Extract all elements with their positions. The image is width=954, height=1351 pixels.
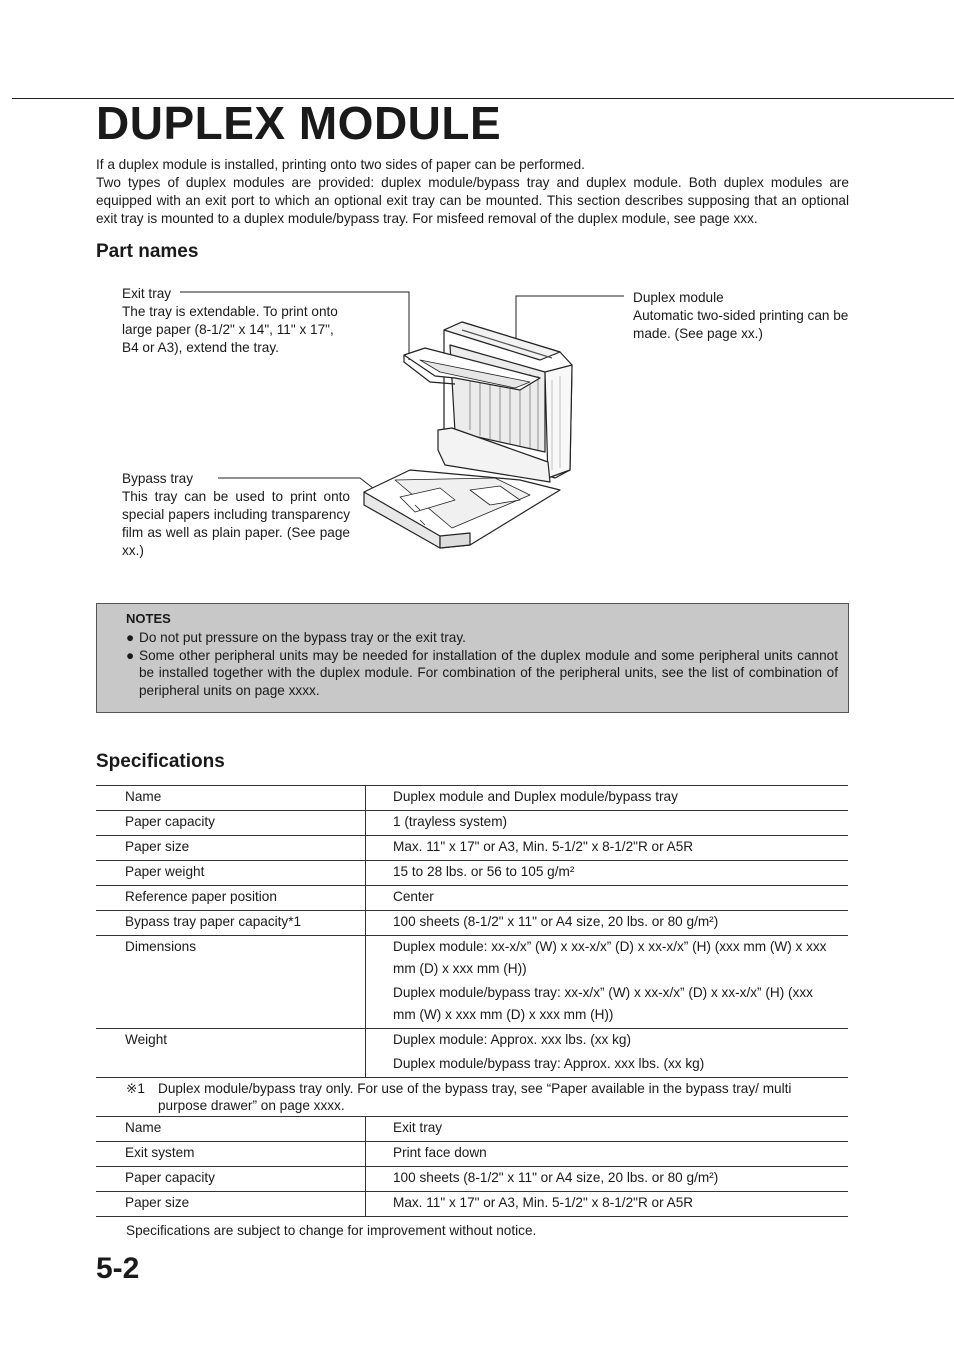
footnote-text: Duplex module/bypass tray only. For use of the bypass tray, see “Paper available in the bypass tray/ multi purpose drawer” on page xxxx. [158, 1081, 792, 1113]
table-row [96, 786, 848, 811]
spec-value: Duplex module and Duplex module/bypass tray [366, 786, 849, 811]
intro-paragraph-1: If a duplex module is installed, printing onto two sides of paper can be performed. [96, 157, 585, 172]
intro-paragraph-2: Two types of duplex modules are provided: duplex module/bypass tray and duplex module. Both duplex modules are equipped with an exit port to which an optional exit tray can be mounted. This section describes supposing that an optional exit tray is mounted to a duplex module/bypass tray. For misfeed removal of the duplex module, see page xxx. [96, 175, 849, 226]
spec-value-line: Duplex module: xx-x/x” (W) x xx-x/x” (D) x xx-x/x” (H) (xxx mm (W) x xxx mm (D) x xxx mm (H)) [393, 939, 827, 976]
spec-value: 1 (trayless system) [366, 811, 849, 836]
duplex-spec-table [96, 785, 848, 1078]
duplex-module-leader-line [516, 296, 624, 340]
table-row [96, 1167, 848, 1192]
spec-value [366, 936, 849, 1029]
notes-list [126, 629, 838, 699]
spec-value-line: Duplex module/bypass tray: xx-x/x” (W) x xx-x/x” (D) x xx-x/x” (H) (xxx mm (W) x xxx mm (D) x xxx mm (H)) [393, 985, 813, 1022]
part-names-heading: Part names [96, 241, 199, 262]
exit-tray-label: Exit tray [122, 286, 172, 301]
spec-label: Exit system [96, 1142, 366, 1167]
spec-value [366, 1029, 849, 1078]
table-row [96, 886, 848, 911]
note-text: Some other peripheral units may be needed for installation of the duplex module and some peripheral units cannot be installed together with the duplex module. For combination of the peripheral units, see the list of combination of peripheral units on page xxxx. [139, 647, 838, 698]
spec-label: Paper capacity [96, 811, 366, 836]
spec-label: Dimensions [96, 936, 366, 1029]
spec-label: Name [96, 786, 366, 811]
spec-label: Paper size [96, 1192, 366, 1217]
spec-label: Paper weight [96, 861, 366, 886]
table-row [96, 936, 848, 1029]
table-row [96, 836, 848, 861]
exit-tray-spec-table [96, 1116, 848, 1217]
spec-value-line: Duplex module: Approx. xxx lbs. (xx kg) [393, 1032, 631, 1047]
table-row [96, 1142, 848, 1167]
spec-label: Weight [96, 1029, 366, 1078]
bypass-tray-label: Bypass tray [122, 471, 194, 486]
note-text: Do not put pressure on the bypass tray or the exit tray. [139, 630, 466, 645]
bullet-icon: ● [126, 647, 135, 663]
spec-value: 100 sheets (8-1/2" x 11" or A4 size, 20 lbs. or 80 g/m²) [366, 911, 849, 936]
spec-value: Print face down [366, 1142, 849, 1167]
page-number: 5-2 [96, 1252, 140, 1285]
table-row [96, 911, 848, 936]
spec-footnote [126, 1080, 826, 1114]
duplex-module-illustration [0, 0, 954, 600]
specifications-heading: Specifications [96, 751, 225, 772]
exit-tray-leader-line [180, 292, 409, 360]
table-row [96, 1192, 848, 1217]
footnote-mark: ※1 [126, 1081, 145, 1096]
spec-label: Paper size [96, 836, 366, 861]
bypass-tray-description: This tray can be used to print onto special papers including transparency film as well as plain paper. (See page xx.) [122, 489, 350, 558]
notes-list-item [126, 647, 838, 700]
spec-value: Exit tray [366, 1117, 849, 1142]
spec-value: Center [366, 886, 849, 911]
spec-value: Max. 11" x 17" or A3, Min. 5-1/2" x 8-1/2"R or A5R [366, 836, 849, 861]
duplex-module-description: Automatic two-sided printing can be made. (See page xx.) [633, 308, 849, 341]
spec-label: Paper capacity [96, 1167, 366, 1192]
spec-label: Reference paper position [96, 886, 366, 911]
notes-list-item [126, 629, 838, 647]
spec-value-line: Duplex module/bypass tray: Approx. xxx lbs. (xx kg) [393, 1056, 705, 1071]
table-row [96, 1117, 848, 1142]
table-row [96, 861, 848, 886]
spec-value: Max. 11" x 17" or A3, Min. 5-1/2" x 8-1/2"R or A5R [366, 1192, 849, 1217]
duplex-module-label: Duplex module [633, 290, 724, 305]
notes-heading: NOTES [126, 611, 171, 626]
spec-value: 15 to 28 lbs. or 56 to 105 g/m² [366, 861, 849, 886]
notes-box [96, 603, 849, 713]
bullet-icon: ● [126, 630, 135, 645]
bypass-tray-leader-line [218, 478, 378, 492]
disclaimer-text: Specifications are subject to change for improvement without notice. [126, 1223, 537, 1238]
page-title: DUPLEX MODULE [96, 97, 502, 149]
spec-label: Name [96, 1117, 366, 1142]
table-row [96, 811, 848, 836]
table-row [96, 1029, 848, 1078]
exit-tray-description: The tray is extendable. To print onto large paper (8-1/2" x 14", 11" x 17", B4 or A3), extend the tray. [122, 304, 338, 355]
spec-label: Bypass tray paper capacity*1 [96, 911, 366, 936]
spec-value: 100 sheets (8-1/2" x 11" or A4 size, 20 lbs. or 80 g/m²) [366, 1167, 849, 1192]
